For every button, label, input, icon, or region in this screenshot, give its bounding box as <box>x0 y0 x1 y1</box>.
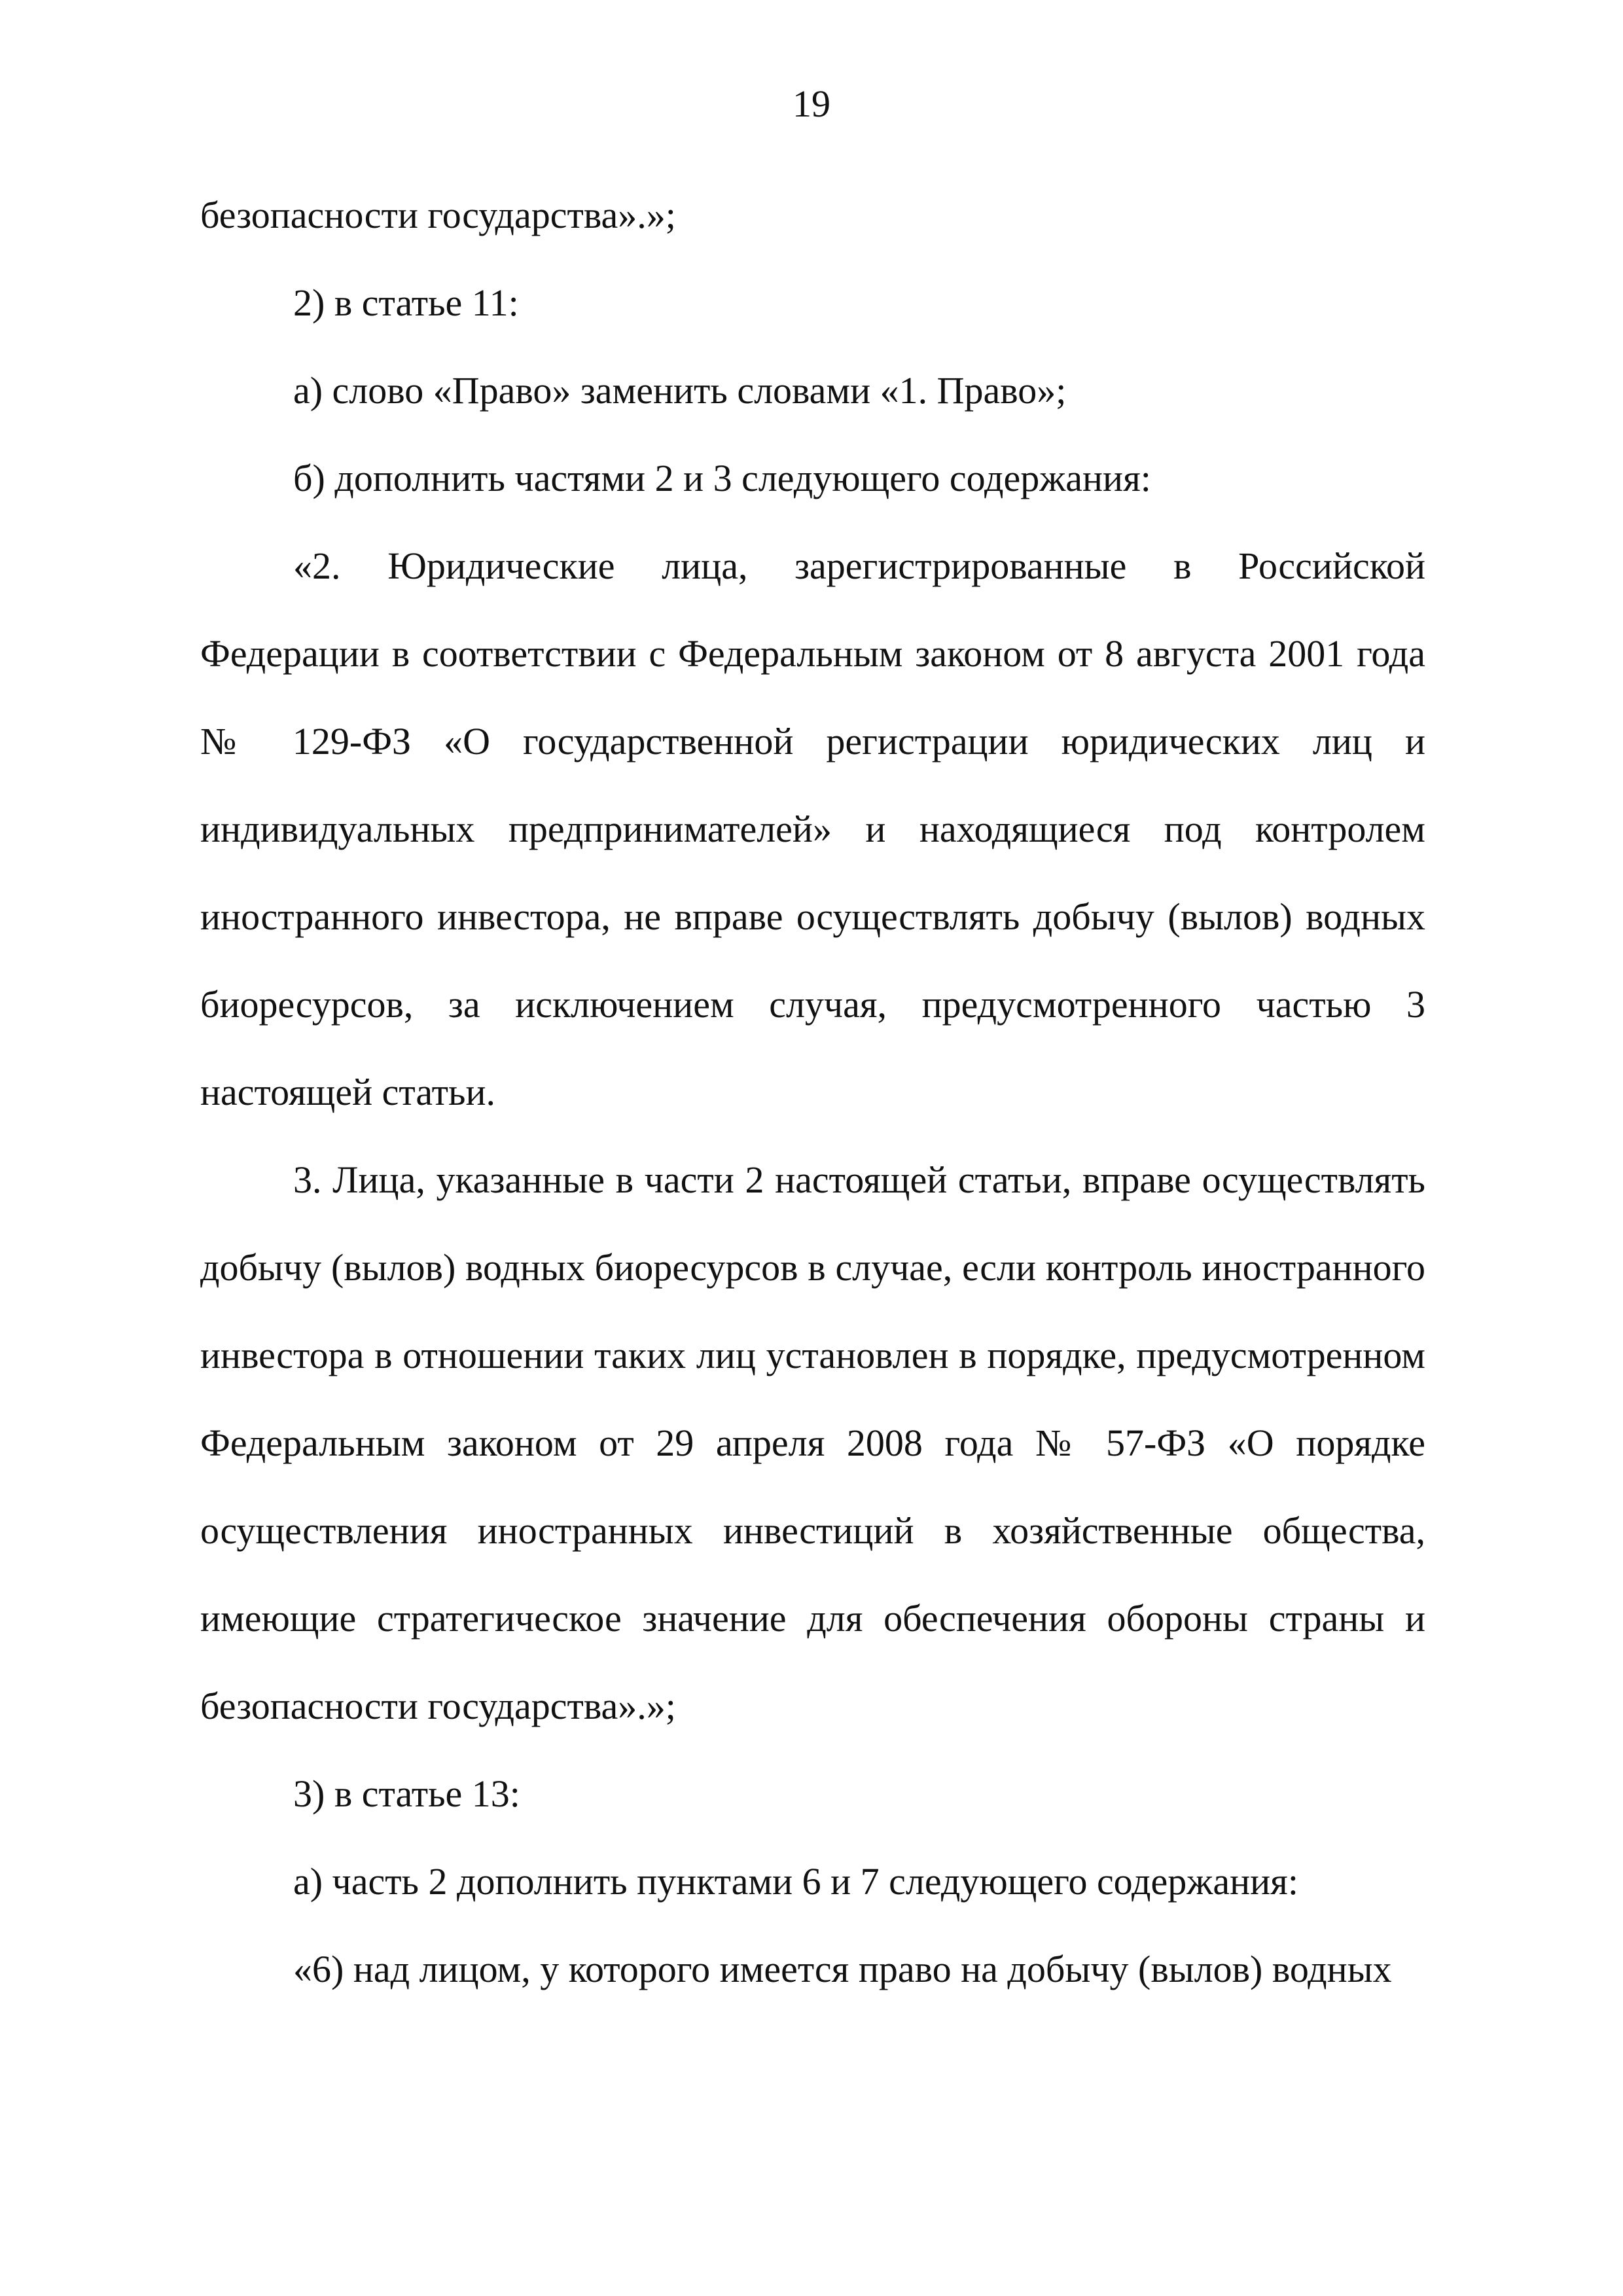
paragraph-item-a: а) слово «Право» заменить словами «1. Право»; <box>293 369 1067 412</box>
paragraph-part-3: 3. Лица, указанные в части 2 настоящей статьи, вправе осуществлять добычу (вылов) водных биоресурсов в случае, если контроль иностранного инвестора в отношении таких лиц установлен в порядке, предусмотренном Федеральным законом от 29 апреля 2008 года № 57-ФЗ «О порядке осуществления иностранных инвестиций в хозяйственные общества, имеющие стратегическое значение для обеспечения обороны страны и безопасности государства».»; <box>200 1158 1425 1727</box>
paragraph-item-b: б) дополнить частями 2 и 3 следующего содержания: <box>293 457 1151 499</box>
document-body <box>200 171 1425 2013</box>
paragraph-item-a-article-13: а) часть 2 дополнить пунктами 6 и 7 следующего содержания: <box>293 1860 1298 1903</box>
paragraph-point-6: «6) над лицом, у которого имеется право на добычу (вылов) водных <box>293 1948 1392 1990</box>
paragraph-part-2: «2. Юридические лица, зарегистрированные в Российской Федерации в соответствии с Федеральным законом от 8 августа 2001 года № 129-ФЗ «О государственной регистрации юридических лиц и индивидуальных предпринимателей» и находящиеся под контролем иностранного инвестора, не вправе осуществлять добычу (вылов) водных биоресурсов, за исключением случая, предусмотренного частью 3 настоящей статьи. <box>200 545 1425 1113</box>
paragraph-continuation: безопасности государства».»; <box>200 194 676 236</box>
paragraph-article-11-heading: 2) в статье 11: <box>293 281 519 324</box>
page-number: 19 <box>793 82 830 125</box>
paragraph-article-13-heading: 3) в статье 13: <box>293 1772 520 1815</box>
